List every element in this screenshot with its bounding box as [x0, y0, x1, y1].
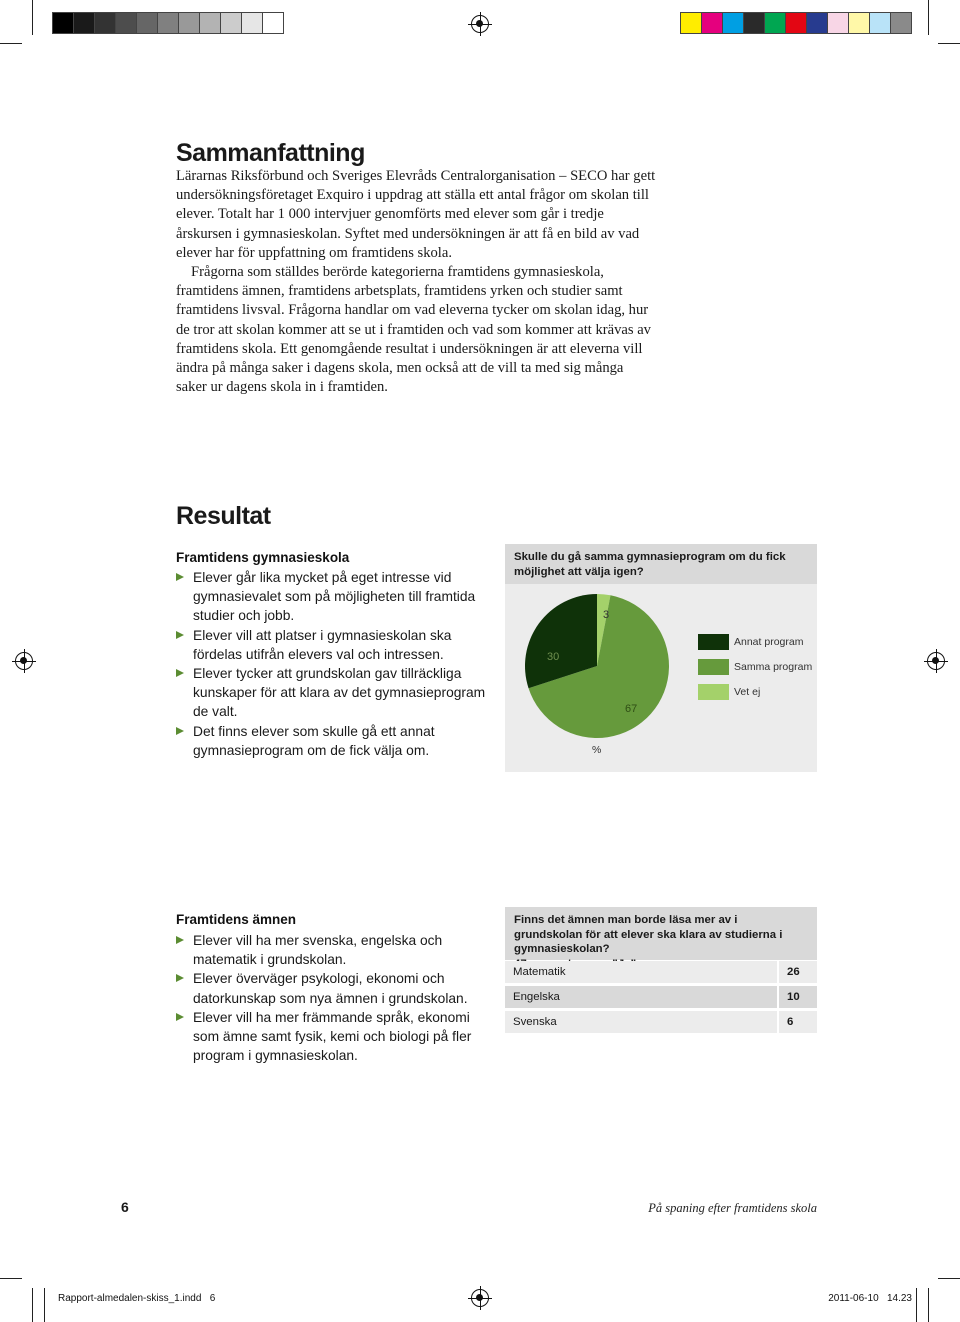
table-subject: Matematik — [505, 961, 777, 983]
summary-heading: Sammanfattning — [176, 139, 365, 167]
summary-body — [176, 167, 656, 397]
subjects-table — [505, 958, 817, 1036]
gray-swatch — [242, 13, 262, 33]
pie-unit-label: % — [592, 744, 602, 756]
section-amnen-bullets — [176, 931, 488, 1065]
color-swatch — [786, 13, 806, 33]
slug-file-info: Rapport-almedalen-skiss_1.indd 6 — [58, 1293, 216, 1304]
color-swatch — [744, 13, 764, 33]
gray-swatch — [263, 13, 283, 33]
slug-date-info: 2011-06-10 14.23 — [828, 1293, 912, 1304]
gray-swatch — [179, 13, 199, 33]
bullet-triangle-icon — [176, 974, 184, 982]
publication-title: På spaning efter framtidens skola — [648, 1201, 817, 1215]
color-swatch — [891, 13, 911, 33]
legend-swatch — [698, 634, 729, 650]
table-value: 26 — [777, 961, 817, 983]
registration-mark-bottom-icon — [471, 1289, 489, 1307]
gray-swatch — [221, 13, 241, 33]
page-number: 6 — [121, 1199, 129, 1215]
table-row — [505, 986, 817, 1008]
legend-swatch — [698, 684, 729, 700]
bullet-item: Det finns elever som skulle gå ett annat gymnasieprogram om de fick välja om. — [176, 722, 488, 760]
bullet-triangle-icon — [176, 727, 184, 735]
color-swatch — [828, 13, 848, 33]
color-swatch — [681, 13, 701, 33]
bullet-triangle-icon — [176, 631, 184, 639]
bullet-item: Elever tycker att grundskolan gav tillräckliga kunskaper för att klara av det gymnasieprogram de valt. — [176, 664, 488, 722]
gray-swatch — [158, 13, 178, 33]
gray-swatch — [116, 13, 136, 33]
bullet-triangle-icon — [176, 573, 184, 581]
gray-swatch — [95, 13, 115, 33]
color-swatch — [723, 13, 743, 33]
summary-paragraph-2: Frågorna som ställdes berörde kategorierna framtidens gymnasieskola, framtidens ämnen, framtidens arbetsplats, framtidens yrken och studier samt framtidens livsval. Frågorna handlar om vad eleverna tycker om skolan idag, hur de tror att skolan kommer att se ut i framtiden och vad som kommer att krävas av framtidens skola. Ett genomgående resultat i undersökningen är att eleverna vill ändra på många saker i dagens skola, men också att de vill ta med sig många saker ur dagens skola in i framtiden. — [176, 264, 651, 396]
table-value: 10 — [777, 986, 817, 1008]
gray-swatch — [53, 13, 73, 33]
table-subject: Svenska — [505, 1011, 777, 1033]
bullet-triangle-icon — [176, 1013, 184, 1021]
gray-swatch — [74, 13, 94, 33]
bullet-item: Elever går lika mycket på eget intresse vid gymnasievalet som på möjligheten till framtida studier och jobb. — [176, 568, 488, 626]
color-swatch — [765, 13, 785, 33]
section-gymnasieskola-bullets — [176, 568, 488, 760]
table-row — [505, 1011, 817, 1033]
registration-mark-left-icon — [15, 652, 33, 670]
registration-mark-right-icon — [927, 652, 945, 670]
section-amnen-heading: Framtidens ämnen — [176, 912, 297, 927]
color-swatch — [849, 13, 869, 33]
bullet-item: Elever vill ha mer svenska, engelska och matematik i grundskolan. — [176, 931, 488, 969]
pie-chart-title: Skulle du gå samma gymnasieprogram om du fick möjlighet att välja igen? — [505, 544, 817, 584]
summary-paragraph-1: Lärarnas Riksförbund och Sveriges Elevråds Centralorganisation – SECO har gett undersökningsföretaget Exquiro i uppdrag att ställa ett antal frågor om skolan till elever. Totalt har 1 000 intervjuer genomförts med elever som går i tredje årskursen i gymnasieskolan. Syftet med undersökningen är att få en bild av vad elever har för uppfattning om framtidens skola. — [176, 168, 656, 261]
bullet-triangle-icon — [176, 936, 184, 944]
registration-mark-top-icon — [471, 15, 489, 33]
color-swatch — [702, 13, 722, 33]
pie-value-label: 30 — [547, 651, 560, 663]
bullet-item: Elever vill att platser i gymnasieskolan ska fördelas utifrån elevers val och intressen. — [176, 626, 488, 664]
bullet-triangle-icon — [176, 669, 184, 677]
gray-swatch — [137, 13, 157, 33]
color-swatch — [870, 13, 890, 33]
results-heading: Resultat — [176, 502, 271, 530]
pie-value-label: 67 — [625, 703, 638, 715]
table-value: 6 — [777, 1011, 817, 1033]
legend-swatch — [698, 659, 729, 675]
pie-value-label: 3 — [603, 609, 610, 621]
bullet-item: Elever vill ha mer främmande språk, ekonomi som ämne samt fysik, kemi och biologi på fler program i gymnasieskolan. — [176, 1008, 488, 1066]
table-row — [505, 961, 817, 983]
pie-chart — [505, 584, 817, 772]
table-subject: Engelska — [505, 986, 777, 1008]
section-gymnasieskola-heading: Framtidens gymnasieskola — [176, 550, 350, 565]
gray-swatch — [200, 13, 220, 33]
table-box-title: Finns det ämnen man borde läsa mer av i grundskolan för att elever ska klara av studierna i gymnasieskolan? — [505, 907, 817, 960]
color-swatch — [807, 13, 827, 33]
bullet-item: Elever överväger psykologi, ekonomi och datorkunskap som nya ämnen i grundskolan. — [176, 969, 488, 1007]
